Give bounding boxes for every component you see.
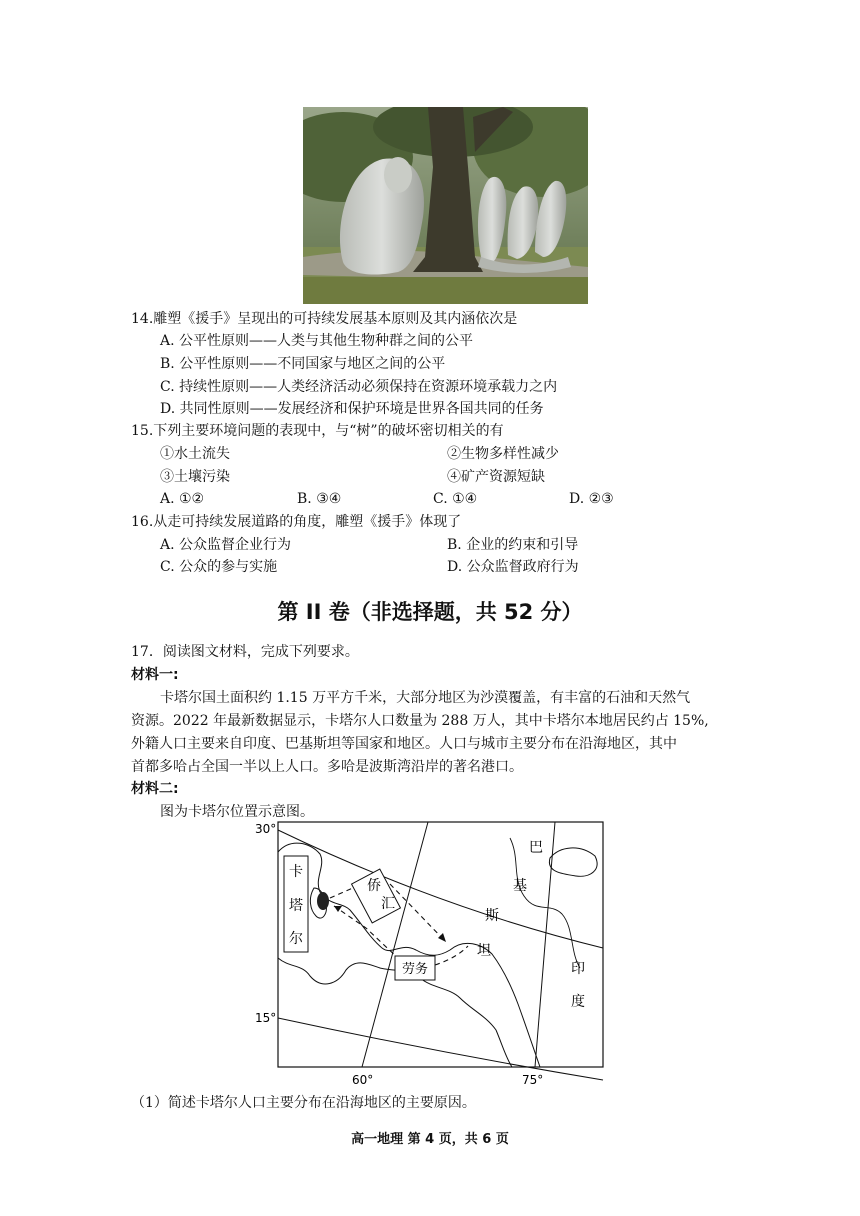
remit-label-1: 侨 [367, 878, 381, 894]
india-label-1: 印 [571, 961, 585, 977]
material1-label: 材料一: [131, 667, 179, 683]
inland-outline [549, 848, 597, 876]
qatar-location-map [250, 818, 610, 1088]
material1-line-2: 资源。2022 年最新数据显示，卡塔尔人口数量为 288 万人，其中卡塔尔本地居民约占 15%, [131, 713, 709, 729]
qatar-label-2: 塔 [289, 898, 303, 914]
lat-15-label: 15° [255, 1011, 277, 1025]
material2-label: 材料二: [131, 781, 179, 797]
map-frame [278, 822, 603, 1067]
q16-option-a: A. 公众监督企业行为 [160, 537, 292, 553]
material1-line-1: 卡塔尔国土面积约 1.15 万平方千米，大部分地区为沙漠覆盖，有丰富的石油和天然气 [160, 690, 691, 706]
longitude-75-line [535, 822, 555, 1067]
q14-option-a: A. 公平性原则——人类与其他生物种群之间的公平 [160, 333, 474, 349]
q15-option-c: C. ①④ [433, 491, 478, 507]
q16-option-d: D. 公众监督政府行为 [447, 559, 579, 575]
remit-label-2: 汇 [381, 896, 395, 912]
q15-option-a: A. ①② [160, 491, 205, 507]
material1-line-3: 外籍人口主要来自印度、巴基斯坦等国家和地区。人口与城市主要分布在沿海地区，其中 [131, 736, 677, 752]
q14-option-c: C. 持续性原则——人类经济活动必须保持在资源环境承载力之内 [160, 379, 558, 395]
q14-option-d: D. 共同性原则——发展经济和保护环境是世界各国共同的任务 [160, 401, 544, 417]
coastline-north [278, 843, 540, 1067]
material1-line-4: 首都多哈占全国一半以上人口。多哈是波斯湾沿岸的著名港口。 [131, 759, 523, 775]
section-title: 第 II 卷（非选择题，共 52 分） [277, 600, 583, 624]
lon-75-label: 75° [522, 1073, 544, 1087]
q17-sub1: （1）简述卡塔尔人口主要分布在沿海地区的主要原因。 [131, 1095, 476, 1111]
q14-option-b: B. 公平性原则——不同国家与地区之间的公平 [160, 356, 446, 372]
longitude-60-line [362, 822, 428, 1067]
material2-text: 图为卡塔尔位置示意图。 [160, 804, 314, 820]
latitude-30-line [278, 830, 603, 948]
qatar-label-3: 尔 [289, 931, 303, 947]
page-footer: 高一地理 第 4 页，共 6 页 [351, 1132, 509, 1147]
q15-option-b: B. ③④ [297, 491, 342, 507]
qatar-marker [317, 892, 329, 910]
pakistan-label-3: 斯 [485, 908, 499, 924]
q14-stem: 14.雕塑《援手》呈现出的可持续发展基本原则及其内涵依次是 [131, 311, 518, 327]
labor-arrow-head [334, 906, 342, 912]
q16-option-b: B. 企业的约束和引导 [447, 537, 579, 553]
sculpture-photo [303, 107, 588, 304]
q15-item-1: ①水土流失 [160, 446, 230, 462]
remittance-arrow-head [438, 933, 446, 942]
india-label-2: 度 [571, 994, 585, 1010]
qatar-label-1: 卡 [289, 864, 303, 880]
latitude-15-line [278, 1018, 603, 1080]
pakistan-label-4: 坦 [477, 943, 491, 959]
q15-stem: 15.下列主要环境问题的表现中，与“树”的破坏密切相关的有 [131, 423, 504, 439]
labor-label: 劳务 [401, 962, 429, 977]
pakistan-label-2: 基 [513, 878, 527, 894]
q17-stem: 17．阅读图文材料，完成下列要求。 [131, 644, 359, 660]
q15-item-4: ④矿产资源短缺 [447, 469, 545, 485]
q15-option-d: D. ②③ [569, 491, 614, 507]
q16-option-c: C. 公众的参与实施 [160, 559, 278, 575]
q15-item-3: ③土壤污染 [160, 469, 230, 485]
lat-30-label: 30° [255, 822, 277, 836]
q16-stem: 16.从走可持续发展道路的角度，雕塑《援手》体现了 [131, 514, 462, 530]
lon-60-label: 60° [352, 1073, 374, 1087]
pakistan-label-1: 巴 [529, 840, 543, 856]
q15-item-2: ②生物多样性减少 [447, 446, 559, 462]
